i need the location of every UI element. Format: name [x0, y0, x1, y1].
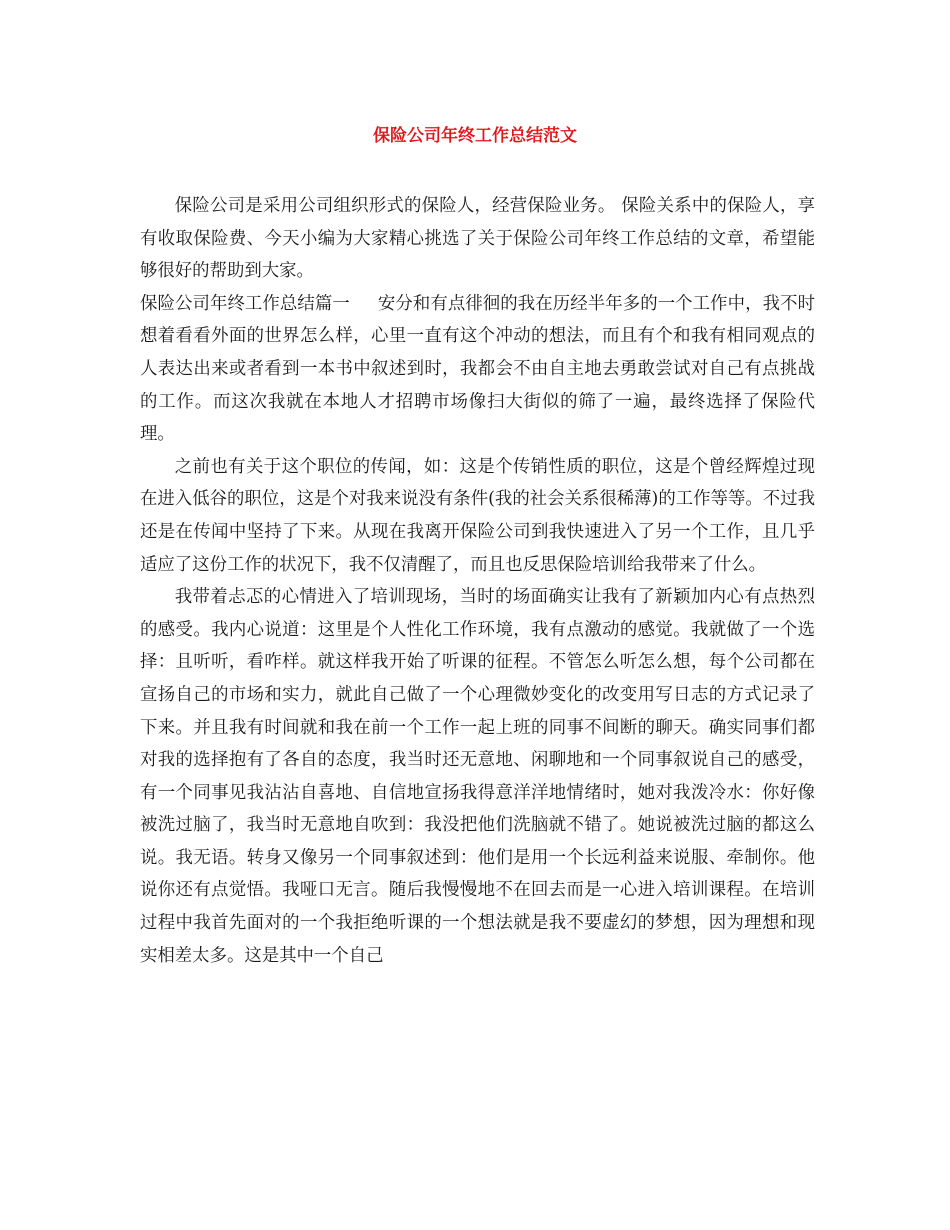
document-title: 保险公司年终工作总结范文 [373, 126, 577, 146]
body-paragraph-3: 我带着忐忑的心情进入了培训现场，当时的场面确实让我有了新颖加内心有点热烈的感受。我内心说道：这里是个人性化工作环境，我有点激动的感觉。我就做了一个选择：且听听，看咋样。就这样我开始了听课的征程。不管怎么听怎么想，每个公司都在宣扬自己的市场和实力，就此自己做了一个心理微妙变化的改变用写日志的方式记录了下来。并且我有时间就和我在前一个工作一起上班的同事不间断的聊天。确实同事们都对我的选择抱有了各自的态度，我当时还无意地、闲聊地和一个同事叙说自己的感受，有一个同事见我沾沾自喜地、自信地宣扬我得意洋洋地情绪时，她对我泼冷水：你好像被洗过脑了，我当时无意地自吹到：我没把他们洗脑就不错了。她说被洗过脑的都这么说。我无语。转身又像另一个同事叙述到：他们是用一个长远利益来说服、牵制你。他说你还有点觉悟。我哑口无言。随后我慢慢地不在回去而是一心进入培训课程。在培训过程中我首先面对的一个我拒绝听课的一个想法就是我不要虚幻的梦想，因为理想和现实相差太多。这是其中一个自己 [140, 587, 815, 966]
intro-paragraph: 保险公司是采用公司组织形式的保险人，经营保险业务。 保险关系中的保险人，享有收取保险费、今天小编为大家精心挑选了关于保险公司年终工作总结的文章，希望能够很好的帮助到大家。 [140, 196, 815, 282]
section-heading: 保险公司年终工作总结篇一 [140, 293, 350, 314]
section-paragraph [140, 288, 815, 451]
document-body [140, 190, 815, 972]
section-first-paragraph: 安分和有点徘徊的我在历经半年多的一个工作中，我不时想着看看外面的世界怎么样，心里一直有这个冲动的想法，而且有个和我有相同观点的人表达出来或者看到一本书中叙述到时，我都会不由自主地去勇敢尝试对自己有点挑战的工作。而这次我就在本地人才招聘市场像扫大街似的筛了一遍，最终选择了保险代理。 [140, 293, 815, 445]
body-paragraph-2: 之前也有关于这个职位的传闻，如：这是个传销性质的职位，这是个曾经辉煌过现在进入低谷的职位，这是个对我来说没有条件(我的社会关系很稀薄)的工作等等。不过我还是在传闻中坚持了下来。从现在我离开保险公司到我快速进入了另一个工作，且几乎适应了这份工作的状况下，我不仅清醒了，而且也反思保险培训给我带来了什么。 [140, 456, 815, 575]
